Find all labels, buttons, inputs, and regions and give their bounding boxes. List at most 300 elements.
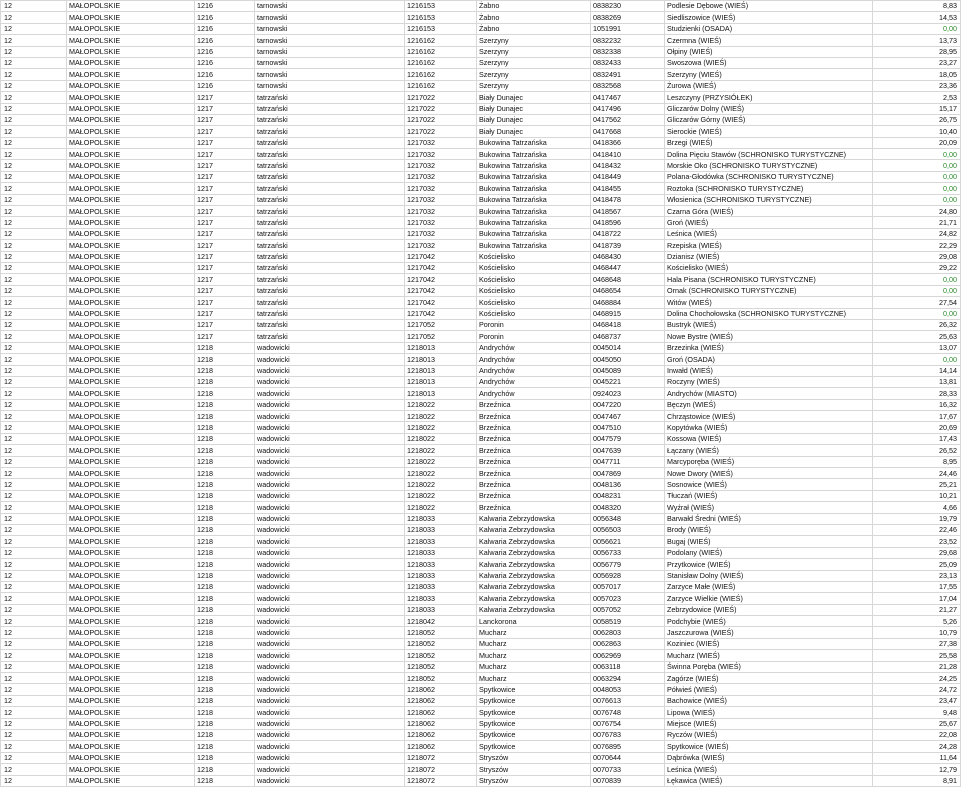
gmina-name-cell[interactable]: Andrychów [477, 354, 591, 365]
woj-name-cell[interactable]: MAŁOPOLSKIE [67, 524, 195, 535]
powiat-code-cell[interactable]: 1217 [195, 262, 255, 273]
value-cell[interactable]: 23,52 [873, 536, 961, 547]
gmina-name-cell[interactable]: Poronin [477, 319, 591, 330]
woj-code-cell[interactable]: 12 [1, 206, 67, 217]
value-cell[interactable]: 11,64 [873, 752, 961, 763]
powiat-name-cell[interactable]: wadowicki [255, 604, 405, 615]
powiat-code-cell[interactable]: 1216 [195, 12, 255, 23]
woj-name-cell[interactable]: MAŁOPOLSKIE [67, 319, 195, 330]
woj-code-cell[interactable]: 12 [1, 228, 67, 239]
value-cell[interactable]: 23,47 [873, 695, 961, 706]
locality-code-cell[interactable]: 0076783 [591, 730, 665, 741]
woj-code-cell[interactable]: 12 [1, 479, 67, 490]
locality-name-cell[interactable]: Dąbrówka (WIEŚ) [665, 752, 873, 763]
woj-name-cell[interactable]: MAŁOPOLSKIE [67, 411, 195, 422]
gmina-code-cell[interactable]: 1218022 [405, 468, 477, 479]
powiat-code-cell[interactable]: 1217 [195, 92, 255, 103]
locality-name-cell[interactable]: Siedliszowice (WIEŚ) [665, 12, 873, 23]
powiat-code-cell[interactable]: 1218 [195, 764, 255, 775]
locality-name-cell[interactable]: Zebrzydowice (WIEŚ) [665, 604, 873, 615]
powiat-name-cell[interactable]: wadowicki [255, 764, 405, 775]
locality-name-cell[interactable]: Marcyporęba (WIEŚ) [665, 456, 873, 467]
powiat-code-cell[interactable]: 1218 [195, 616, 255, 627]
locality-name-cell[interactable]: Wyźrał (WIEŚ) [665, 502, 873, 513]
gmina-code-cell[interactable]: 1216153 [405, 23, 477, 34]
powiat-code-cell[interactable]: 1217 [195, 217, 255, 228]
woj-code-cell[interactable]: 12 [1, 593, 67, 604]
value-cell[interactable]: 4,66 [873, 502, 961, 513]
gmina-code-cell[interactable]: 1217032 [405, 217, 477, 228]
gmina-code-cell[interactable]: 1217052 [405, 319, 477, 330]
woj-name-cell[interactable]: MAŁOPOLSKIE [67, 433, 195, 444]
gmina-name-cell[interactable]: Bukowina Tatrzańska [477, 240, 591, 251]
gmina-name-cell[interactable]: Spytkowice [477, 707, 591, 718]
locality-code-cell[interactable]: 0076613 [591, 695, 665, 706]
powiat-code-cell[interactable]: 1218 [195, 456, 255, 467]
value-cell[interactable]: 2,53 [873, 92, 961, 103]
gmina-code-cell[interactable]: 1218022 [405, 411, 477, 422]
woj-code-cell[interactable]: 12 [1, 342, 67, 353]
gmina-code-cell[interactable]: 1217022 [405, 126, 477, 137]
value-cell[interactable]: 18,05 [873, 69, 961, 80]
gmina-name-cell[interactable]: Kalwaria Zebrzydowska [477, 536, 591, 547]
woj-name-cell[interactable]: MAŁOPOLSKIE [67, 445, 195, 456]
locality-name-cell[interactable]: Podolany (WIEŚ) [665, 547, 873, 558]
woj-name-cell[interactable]: MAŁOPOLSKIE [67, 593, 195, 604]
gmina-code-cell[interactable]: 1218062 [405, 718, 477, 729]
locality-name-cell[interactable]: Witów (WIEŚ) [665, 297, 873, 308]
locality-name-cell[interactable]: Włosienica (SCHRONISKO TURYSTYCZNE) [665, 194, 873, 205]
locality-name-cell[interactable]: Bachowice (WIEŚ) [665, 695, 873, 706]
locality-code-cell[interactable]: 0418722 [591, 228, 665, 239]
locality-code-cell[interactable]: 0057017 [591, 581, 665, 592]
locality-name-cell[interactable]: Sosnowice (WIEŚ) [665, 479, 873, 490]
powiat-name-cell[interactable]: wadowicki [255, 775, 405, 786]
gmina-code-cell[interactable]: 1217032 [405, 149, 477, 160]
value-cell[interactable]: 0,00 [873, 183, 961, 194]
gmina-code-cell[interactable]: 1218052 [405, 627, 477, 638]
woj-name-cell[interactable]: MAŁOPOLSKIE [67, 399, 195, 410]
gmina-name-cell[interactable]: Biały Dunajec [477, 92, 591, 103]
powiat-name-cell[interactable]: wadowicki [255, 536, 405, 547]
powiat-name-cell[interactable]: wadowicki [255, 730, 405, 741]
powiat-code-cell[interactable]: 1216 [195, 69, 255, 80]
powiat-name-cell[interactable]: tarnowski [255, 57, 405, 68]
powiat-code-cell[interactable]: 1217 [195, 149, 255, 160]
powiat-code-cell[interactable]: 1218 [195, 513, 255, 524]
value-cell[interactable]: 0,00 [873, 354, 961, 365]
gmina-code-cell[interactable]: 1218033 [405, 581, 477, 592]
powiat-name-cell[interactable]: wadowicki [255, 673, 405, 684]
woj-code-cell[interactable]: 12 [1, 308, 67, 319]
woj-code-cell[interactable]: 12 [1, 718, 67, 729]
woj-name-cell[interactable]: MAŁOPOLSKIE [67, 661, 195, 672]
powiat-name-cell[interactable]: tatrzański [255, 183, 405, 194]
locality-code-cell[interactable]: 0056733 [591, 547, 665, 558]
woj-name-cell[interactable]: MAŁOPOLSKIE [67, 149, 195, 160]
powiat-code-cell[interactable]: 1218 [195, 570, 255, 581]
gmina-code-cell[interactable]: 1218052 [405, 650, 477, 661]
locality-code-cell[interactable]: 0418449 [591, 171, 665, 182]
value-cell[interactable]: 23,27 [873, 57, 961, 68]
woj-code-cell[interactable]: 12 [1, 160, 67, 171]
powiat-code-cell[interactable]: 1217 [195, 194, 255, 205]
gmina-code-cell[interactable]: 1216153 [405, 12, 477, 23]
gmina-name-cell[interactable]: Spytkowice [477, 695, 591, 706]
gmina-name-cell[interactable]: Bukowina Tatrzańska [477, 137, 591, 148]
woj-code-cell[interactable]: 12 [1, 468, 67, 479]
gmina-code-cell[interactable]: 1218033 [405, 604, 477, 615]
gmina-code-cell[interactable]: 1217042 [405, 285, 477, 296]
woj-name-cell[interactable]: MAŁOPOLSKIE [67, 752, 195, 763]
locality-name-cell[interactable]: Czermna (WIEŚ) [665, 35, 873, 46]
powiat-name-cell[interactable]: tarnowski [255, 1, 405, 12]
gmina-code-cell[interactable]: 1218033 [405, 559, 477, 570]
value-cell[interactable]: 26,52 [873, 445, 961, 456]
gmina-name-cell[interactable]: Stryszów [477, 752, 591, 763]
powiat-name-cell[interactable]: wadowicki [255, 570, 405, 581]
value-cell[interactable]: 17,43 [873, 433, 961, 444]
value-cell[interactable]: 21,71 [873, 217, 961, 228]
locality-name-cell[interactable]: Spytkowice (WIEŚ) [665, 741, 873, 752]
locality-name-cell[interactable]: Bugaj (WIEŚ) [665, 536, 873, 547]
value-cell[interactable]: 25,21 [873, 479, 961, 490]
value-cell[interactable]: 28,33 [873, 388, 961, 399]
value-cell[interactable]: 8,83 [873, 1, 961, 12]
gmina-code-cell[interactable]: 1218013 [405, 388, 477, 399]
value-cell[interactable]: 16,32 [873, 399, 961, 410]
woj-name-cell[interactable]: MAŁOPOLSKIE [67, 12, 195, 23]
locality-code-cell[interactable]: 0418455 [591, 183, 665, 194]
locality-code-cell[interactable]: 0062803 [591, 627, 665, 638]
woj-code-cell[interactable]: 12 [1, 194, 67, 205]
locality-name-cell[interactable]: Leśnica (WIEŚ) [665, 764, 873, 775]
powiat-code-cell[interactable]: 1216 [195, 80, 255, 91]
powiat-code-cell[interactable]: 1218 [195, 342, 255, 353]
gmina-code-cell[interactable]: 1218033 [405, 524, 477, 535]
gmina-code-cell[interactable]: 1218052 [405, 661, 477, 672]
gmina-name-cell[interactable]: Bukowina Tatrzańska [477, 228, 591, 239]
gmina-name-cell[interactable]: Bukowina Tatrzańska [477, 217, 591, 228]
locality-code-cell[interactable]: 0076895 [591, 741, 665, 752]
woj-name-cell[interactable]: MAŁOPOLSKIE [67, 342, 195, 353]
powiat-name-cell[interactable]: wadowicki [255, 490, 405, 501]
value-cell[interactable]: 0,00 [873, 23, 961, 34]
woj-name-cell[interactable]: MAŁOPOLSKIE [67, 285, 195, 296]
woj-code-cell[interactable]: 12 [1, 171, 67, 182]
woj-code-cell[interactable]: 12 [1, 707, 67, 718]
gmina-code-cell[interactable]: 1218033 [405, 547, 477, 558]
woj-code-cell[interactable]: 12 [1, 752, 67, 763]
woj-code-cell[interactable]: 12 [1, 627, 67, 638]
powiat-code-cell[interactable]: 1218 [195, 730, 255, 741]
powiat-code-cell[interactable]: 1218 [195, 741, 255, 752]
gmina-code-cell[interactable]: 1217022 [405, 103, 477, 114]
woj-name-cell[interactable]: MAŁOPOLSKIE [67, 490, 195, 501]
locality-code-cell[interactable]: 0070733 [591, 764, 665, 775]
locality-name-cell[interactable]: Studzienki (OSADA) [665, 23, 873, 34]
value-cell[interactable]: 10,21 [873, 490, 961, 501]
woj-code-cell[interactable]: 12 [1, 536, 67, 547]
gmina-code-cell[interactable]: 1218072 [405, 775, 477, 786]
gmina-name-cell[interactable]: Bukowina Tatrzańska [477, 206, 591, 217]
locality-code-cell[interactable]: 0070839 [591, 775, 665, 786]
locality-name-cell[interactable]: Stanisław Dolny (WIEŚ) [665, 570, 873, 581]
value-cell[interactable]: 12,79 [873, 764, 961, 775]
locality-name-cell[interactable]: Zarzyce Małe (WIEŚ) [665, 581, 873, 592]
powiat-name-cell[interactable]: wadowicki [255, 388, 405, 399]
powiat-code-cell[interactable]: 1218 [195, 752, 255, 763]
powiat-code-cell[interactable]: 1217 [195, 114, 255, 125]
powiat-code-cell[interactable]: 1218 [195, 547, 255, 558]
locality-name-cell[interactable]: Bustryk (WIEŚ) [665, 319, 873, 330]
locality-name-cell[interactable]: Inwałd (WIEŚ) [665, 365, 873, 376]
powiat-name-cell[interactable]: tatrzański [255, 331, 405, 342]
gmina-name-cell[interactable]: Bukowina Tatrzańska [477, 183, 591, 194]
powiat-code-cell[interactable]: 1218 [195, 604, 255, 615]
woj-code-cell[interactable]: 12 [1, 638, 67, 649]
gmina-name-cell[interactable]: Bukowina Tatrzańska [477, 171, 591, 182]
locality-name-cell[interactable]: Chrząstowice (WIEŚ) [665, 411, 873, 422]
locality-code-cell[interactable]: 0063118 [591, 661, 665, 672]
gmina-name-cell[interactable]: Biały Dunajec [477, 103, 591, 114]
locality-name-cell[interactable]: Polana-Głodówka (SCHRONISKO TURYSTYCZNE) [665, 171, 873, 182]
value-cell[interactable]: 0,00 [873, 308, 961, 319]
gmina-name-cell[interactable]: Kalwaria Zebrzydowska [477, 604, 591, 615]
woj-code-cell[interactable]: 12 [1, 126, 67, 137]
woj-name-cell[interactable]: MAŁOPOLSKIE [67, 388, 195, 399]
powiat-code-cell[interactable]: 1217 [195, 331, 255, 342]
locality-name-cell[interactable]: Miejsce (WIEŚ) [665, 718, 873, 729]
woj-code-cell[interactable]: 12 [1, 46, 67, 57]
gmina-name-cell[interactable]: Poronin [477, 331, 591, 342]
locality-name-cell[interactable]: Gliczarów Dolny (WIEŚ) [665, 103, 873, 114]
value-cell[interactable]: 8,91 [873, 775, 961, 786]
gmina-name-cell[interactable]: Brzeźnica [477, 479, 591, 490]
powiat-name-cell[interactable]: tarnowski [255, 12, 405, 23]
locality-code-cell[interactable]: 0418478 [591, 194, 665, 205]
powiat-code-cell[interactable]: 1218 [195, 524, 255, 535]
value-cell[interactable]: 13,81 [873, 376, 961, 387]
locality-name-cell[interactable]: Nowe Bystre (WIEŚ) [665, 331, 873, 342]
gmina-code-cell[interactable]: 1217042 [405, 274, 477, 285]
woj-code-cell[interactable]: 12 [1, 661, 67, 672]
woj-name-cell[interactable]: MAŁOPOLSKIE [67, 23, 195, 34]
woj-code-cell[interactable]: 12 [1, 559, 67, 570]
gmina-name-cell[interactable]: Kalwaria Zebrzydowska [477, 513, 591, 524]
gmina-name-cell[interactable]: Kościelisko [477, 251, 591, 262]
gmina-code-cell[interactable]: 1216162 [405, 57, 477, 68]
gmina-name-cell[interactable]: Kościelisko [477, 308, 591, 319]
powiat-code-cell[interactable]: 1218 [195, 707, 255, 718]
woj-code-cell[interactable]: 12 [1, 376, 67, 387]
woj-code-cell[interactable]: 12 [1, 149, 67, 160]
gmina-code-cell[interactable]: 1217022 [405, 92, 477, 103]
locality-name-cell[interactable]: Andrychów (MIASTO) [665, 388, 873, 399]
woj-code-cell[interactable]: 12 [1, 217, 67, 228]
gmina-name-cell[interactable]: Brzeźnica [477, 422, 591, 433]
locality-name-cell[interactable]: Dolina Chochołowska (SCHRONISKO TURYSTYCZNE) [665, 308, 873, 319]
powiat-code-cell[interactable]: 1217 [195, 206, 255, 217]
powiat-name-cell[interactable]: wadowicki [255, 365, 405, 376]
powiat-code-cell[interactable]: 1218 [195, 536, 255, 547]
value-cell[interactable]: 15,17 [873, 103, 961, 114]
locality-name-cell[interactable]: Brzegi (WIEŚ) [665, 137, 873, 148]
woj-code-cell[interactable]: 12 [1, 433, 67, 444]
woj-name-cell[interactable]: MAŁOPOLSKIE [67, 240, 195, 251]
gmina-name-cell[interactable]: Brzeźnica [477, 456, 591, 467]
value-cell[interactable]: 22,08 [873, 730, 961, 741]
gmina-code-cell[interactable]: 1217032 [405, 240, 477, 251]
powiat-code-cell[interactable]: 1217 [195, 274, 255, 285]
locality-code-cell[interactable]: 0056779 [591, 559, 665, 570]
locality-code-cell[interactable]: 0468648 [591, 274, 665, 285]
gmina-code-cell[interactable]: 1216162 [405, 80, 477, 91]
woj-code-cell[interactable]: 12 [1, 695, 67, 706]
gmina-code-cell[interactable]: 1217032 [405, 194, 477, 205]
value-cell[interactable]: 21,28 [873, 661, 961, 672]
powiat-name-cell[interactable]: wadowicki [255, 399, 405, 410]
gmina-code-cell[interactable]: 1216153 [405, 1, 477, 12]
locality-name-cell[interactable]: Łączany (WIEŚ) [665, 445, 873, 456]
gmina-name-cell[interactable]: Mucharz [477, 650, 591, 661]
woj-name-cell[interactable]: MAŁOPOLSKIE [67, 673, 195, 684]
woj-name-cell[interactable]: MAŁOPOLSKIE [67, 308, 195, 319]
locality-code-cell[interactable]: 0056503 [591, 524, 665, 535]
gmina-name-cell[interactable]: Brzeźnica [477, 502, 591, 513]
powiat-name-cell[interactable]: tatrzański [255, 194, 405, 205]
gmina-name-cell[interactable]: Andrychów [477, 388, 591, 399]
gmina-name-cell[interactable]: Spytkowice [477, 741, 591, 752]
woj-code-cell[interactable]: 12 [1, 524, 67, 535]
gmina-name-cell[interactable]: Kościelisko [477, 297, 591, 308]
locality-code-cell[interactable]: 0045221 [591, 376, 665, 387]
locality-name-cell[interactable]: Zarzyce Wielkie (WIEŚ) [665, 593, 873, 604]
woj-code-cell[interactable]: 12 [1, 80, 67, 91]
gmina-code-cell[interactable]: 1217042 [405, 297, 477, 308]
woj-code-cell[interactable]: 12 [1, 23, 67, 34]
value-cell[interactable]: 23,13 [873, 570, 961, 581]
powiat-name-cell[interactable]: tarnowski [255, 69, 405, 80]
woj-code-cell[interactable]: 12 [1, 92, 67, 103]
woj-name-cell[interactable]: MAŁOPOLSKIE [67, 251, 195, 262]
gmina-code-cell[interactable]: 1218052 [405, 673, 477, 684]
gmina-name-cell[interactable]: Mucharz [477, 638, 591, 649]
value-cell[interactable]: 0,00 [873, 171, 961, 182]
powiat-code-cell[interactable]: 1218 [195, 411, 255, 422]
powiat-name-cell[interactable]: wadowicki [255, 502, 405, 513]
powiat-code-cell[interactable]: 1217 [195, 160, 255, 171]
gmina-name-cell[interactable]: Żabno [477, 1, 591, 12]
gmina-code-cell[interactable]: 1218022 [405, 456, 477, 467]
locality-code-cell[interactable]: 0048053 [591, 684, 665, 695]
value-cell[interactable]: 27,38 [873, 638, 961, 649]
powiat-code-cell[interactable]: 1218 [195, 479, 255, 490]
gmina-name-cell[interactable]: Kalwaria Zebrzydowska [477, 593, 591, 604]
gmina-code-cell[interactable]: 1218052 [405, 638, 477, 649]
powiat-name-cell[interactable]: tatrzański [255, 206, 405, 217]
gmina-code-cell[interactable]: 1218013 [405, 342, 477, 353]
value-cell[interactable]: 21,27 [873, 604, 961, 615]
powiat-name-cell[interactable]: wadowicki [255, 433, 405, 444]
locality-name-cell[interactable]: Leszczyny (PRZYSIÓŁEK) [665, 92, 873, 103]
locality-name-cell[interactable]: Szerzyny (WIEŚ) [665, 69, 873, 80]
gmina-name-cell[interactable]: Szerzyny [477, 80, 591, 91]
value-cell[interactable]: 9,48 [873, 707, 961, 718]
locality-name-cell[interactable]: Świnna Poręba (WIEŚ) [665, 661, 873, 672]
gmina-code-cell[interactable]: 1218022 [405, 479, 477, 490]
powiat-code-cell[interactable]: 1218 [195, 650, 255, 661]
gmina-name-cell[interactable]: Kościelisko [477, 274, 591, 285]
powiat-code-cell[interactable]: 1218 [195, 581, 255, 592]
locality-code-cell[interactable]: 0045014 [591, 342, 665, 353]
value-cell[interactable]: 29,68 [873, 547, 961, 558]
powiat-code-cell[interactable]: 1218 [195, 593, 255, 604]
powiat-code-cell[interactable]: 1218 [195, 365, 255, 376]
gmina-name-cell[interactable]: Kalwaria Zebrzydowska [477, 547, 591, 558]
woj-code-cell[interactable]: 12 [1, 581, 67, 592]
woj-name-cell[interactable]: MAŁOPOLSKIE [67, 35, 195, 46]
locality-name-cell[interactable]: Groń (WIEŚ) [665, 217, 873, 228]
value-cell[interactable]: 25,63 [873, 331, 961, 342]
value-cell[interactable]: 28,95 [873, 46, 961, 57]
powiat-code-cell[interactable]: 1216 [195, 23, 255, 34]
locality-name-cell[interactable]: Ołpiny (WIEŚ) [665, 46, 873, 57]
locality-name-cell[interactable]: Roztoka (SCHRONISKO TURYSTYCZNE) [665, 183, 873, 194]
locality-code-cell[interactable]: 0045050 [591, 354, 665, 365]
locality-name-cell[interactable]: Barwałd Średni (WIEŚ) [665, 513, 873, 524]
gmina-code-cell[interactable]: 1217032 [405, 160, 477, 171]
value-cell[interactable]: 13,07 [873, 342, 961, 353]
gmina-code-cell[interactable]: 1218033 [405, 593, 477, 604]
locality-code-cell[interactable]: 0417467 [591, 92, 665, 103]
powiat-code-cell[interactable]: 1217 [195, 137, 255, 148]
gmina-code-cell[interactable]: 1218072 [405, 764, 477, 775]
value-cell[interactable]: 24,72 [873, 684, 961, 695]
value-cell[interactable]: 27,54 [873, 297, 961, 308]
gmina-name-cell[interactable]: Brzeźnica [477, 490, 591, 501]
gmina-code-cell[interactable]: 1217032 [405, 228, 477, 239]
gmina-name-cell[interactable]: Stryszów [477, 775, 591, 786]
locality-code-cell[interactable]: 0468447 [591, 262, 665, 273]
locality-code-cell[interactable]: 0076748 [591, 707, 665, 718]
locality-code-cell[interactable]: 0418739 [591, 240, 665, 251]
powiat-code-cell[interactable]: 1218 [195, 445, 255, 456]
powiat-name-cell[interactable]: tarnowski [255, 80, 405, 91]
powiat-name-cell[interactable]: wadowicki [255, 524, 405, 535]
woj-code-cell[interactable]: 12 [1, 183, 67, 194]
gmina-name-cell[interactable]: Brzeźnica [477, 411, 591, 422]
gmina-name-cell[interactable]: Kościelisko [477, 285, 591, 296]
locality-name-cell[interactable]: Dolina Pięciu Stawów (SCHRONISKO TURYSTYCZNE) [665, 149, 873, 160]
gmina-name-cell[interactable]: Szerzyny [477, 46, 591, 57]
woj-code-cell[interactable]: 12 [1, 1, 67, 12]
gmina-code-cell[interactable]: 1218022 [405, 445, 477, 456]
gmina-name-cell[interactable]: Bukowina Tatrzańska [477, 160, 591, 171]
value-cell[interactable]: 14,14 [873, 365, 961, 376]
woj-name-cell[interactable]: MAŁOPOLSKIE [67, 456, 195, 467]
value-cell[interactable]: 26,32 [873, 319, 961, 330]
gmina-code-cell[interactable]: 1217032 [405, 171, 477, 182]
woj-name-cell[interactable]: MAŁOPOLSKIE [67, 559, 195, 570]
woj-name-cell[interactable]: MAŁOPOLSKIE [67, 297, 195, 308]
gmina-code-cell[interactable]: 1218062 [405, 684, 477, 695]
gmina-name-cell[interactable]: Brzeźnica [477, 399, 591, 410]
locality-code-cell[interactable]: 0057023 [591, 593, 665, 604]
locality-code-cell[interactable]: 0047639 [591, 445, 665, 456]
powiat-name-cell[interactable]: wadowicki [255, 593, 405, 604]
gmina-name-cell[interactable]: Andrychów [477, 342, 591, 353]
